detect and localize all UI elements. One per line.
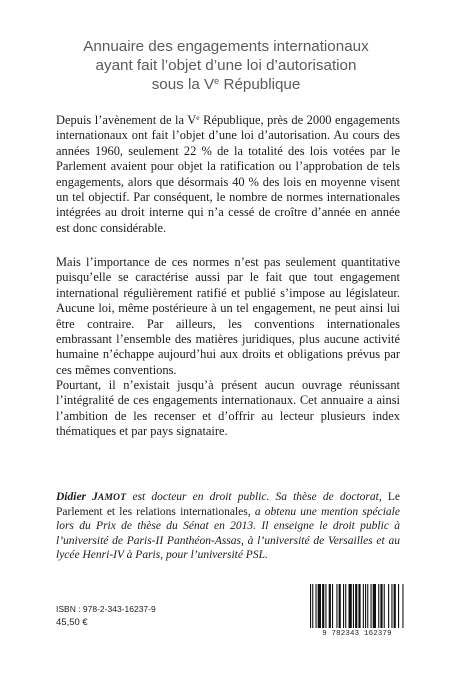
paragraph-1: Depuis l’avènement de la Ve République, près de 2000 engagements internationaux ont fait l’objet d’une loi d’autorisation. Au cours des années 1960, seulement 22 % de la totalité des lois votées par le Parlement avaient pour objet la ratification ou l’approbation de tels engagements, alors que désormais 40 % des lois en moyenne visent un tel objectif. Par conséquent, le nombre de normes internationales intégrées au droit interne qui n’a cessé de croître d’année en année est donc considérable. [56, 112, 400, 235]
title-line-1: Annuaire des engagements internationaux [83, 38, 369, 55]
barcode [306, 582, 408, 640]
paragraph-2: Mais l’importance de ces normes n’est pas seulement quantitative puisqu’elle se caractérise aussi par le fait que tout engagement international régulièrement ratifié et publié s’impose au législateur. Aucune loi, même postérieure à un tel engagement, ne peut ainsi lui être contraire. Par ailleurs, les conventions internationales embrassant l’ensemble des matières juridiques, plus aucune activité humaine n’échappe aujourd’hui aux droits et obligations prévus par ces mêmes conventions. [56, 255, 400, 377]
thesis-title: Le Parlement et les relations internationales [56, 491, 400, 519]
price: 45,50 € [56, 617, 88, 628]
title-line-2: ayant fait l’objet d’une loi d’autorisation [95, 57, 357, 74]
barcode-digits: 9 782343 162379 [322, 630, 392, 638]
author-bio: Didier JAMOT est docteur en droit public. Sa thèse de doctorat, Le Parlement et les relations internationales, a obtenu une mention spéciale lors du Prix de thèse du Sénat en 2013. Il enseigne le droit public à l’université de Paris-II Panthéon-Assas, à l’université de Versailles et au lycée Henri-IV à Paris, pour l’université PSL. [56, 491, 400, 561]
barcode-bars [306, 582, 408, 630]
author-name: Didier JAMOT [56, 491, 127, 503]
isbn: ISBN : 978-2-343-16237-9 [56, 604, 156, 614]
title-line-3: sous la Ve République [151, 75, 301, 93]
paragraph-3: Pourtant, il n’existait jusqu’à présent aucun ouvrage réunissant l’intégralité de ces engagements internationaux. Cet annuaire a ainsi l’ambition de les recenser et d’offrir au lecteur plusieurs index thématiques et par pays signataire. [56, 378, 400, 439]
book-title [40, 37, 412, 94]
